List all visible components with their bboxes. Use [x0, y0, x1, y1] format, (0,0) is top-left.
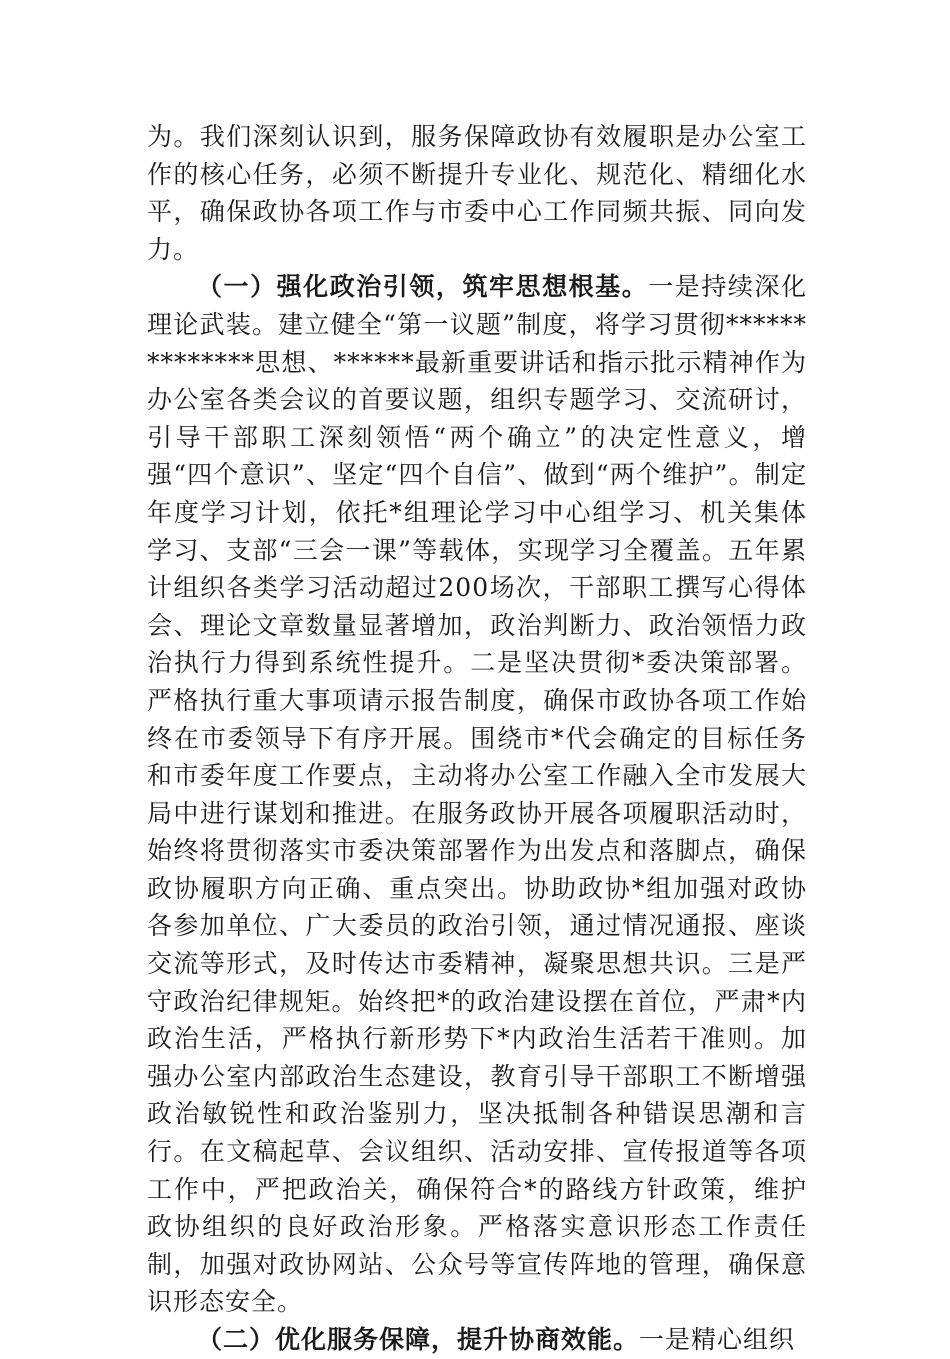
paragraph-text: 为。我们深刻认识到，服务保障政协有效履职是办公室工作的核心任务，必须不断提升专业化、规范化、精细化水平，确保政协各项工作与市委中心工作同频共振、同向发力。: [147, 122, 807, 264]
section-heading: （一）强化政治引领，筑牢思想根基。: [197, 272, 649, 302]
section-heading: （二）优化服务保障，提升协商效能。: [197, 1325, 640, 1354]
paragraph-continuation: [147, 118, 807, 268]
paragraph-text: 一是精心组织: [639, 1325, 796, 1354]
document-body: [147, 118, 807, 1359]
paragraph-text: 一是持续深化理论武装。建立健全“第一议题”制度，将学习贯彻**************思想、******最新重要讲话和指示批示精神作为办公室各类会议的首要议题，组织专题学习、交流研讨，引导干部职工深刻领悟“两个确立”的决定性意义，增强“四个意识”、坚定“四个自信”、做到“两个维护”。制定年度学习计划，依托*组理论学习中心组学习、机关集体学习、支部“三会一课”等载体，实现学习全覆盖。五年累计组织各类学习活动超过200场次，干部职工撰写心得体会、理论文章数量显著增加，政治判断力、政治领悟力政治执行力得到系统性提升。二是坚决贯彻*委决策部署。严格执行重大事项请示报告制度，确保市政协各项工作始终在市委领导下有序开展。围绕市*代会确定的目标任务和市委年度工作要点，主动将办公室工作融入全市发展大局中进行谋划和推进。在服务政协开展各项履职活动时，始终将贯彻落实市委决策部署作为出发点和落脚点，确保政协履职方向正确、重点突出。协助政协*组加强对政协各参加单位、广大委员的政治引领，通过情况通报、座谈交流等形式，及时传达市委精神，凝聚思想共识。三是严守政治纪律规矩。始终把*的政治建设摆在首位，严肃*内政治生活，严格执行新形势下*内政治生活若干准则。加强办公室内部政治生态建设，教育引导干部职工不断增强政治敏锐性和政治鉴别力，坚决抵制各种错误思潮和言行。在文稿起草、会议组织、活动安排、宣传报道等各项工作中，严把政治关，确保符合*的路线方针政策，维护政协组织的良好政治形象。严格落实意识形态工作责任制，加强对政协网站、公众号等宣传阵地的管理，确保意识形态安全。: [147, 272, 807, 1317]
paragraph-section-1: [147, 268, 807, 1321]
paragraph-section-2: [147, 1321, 807, 1359]
